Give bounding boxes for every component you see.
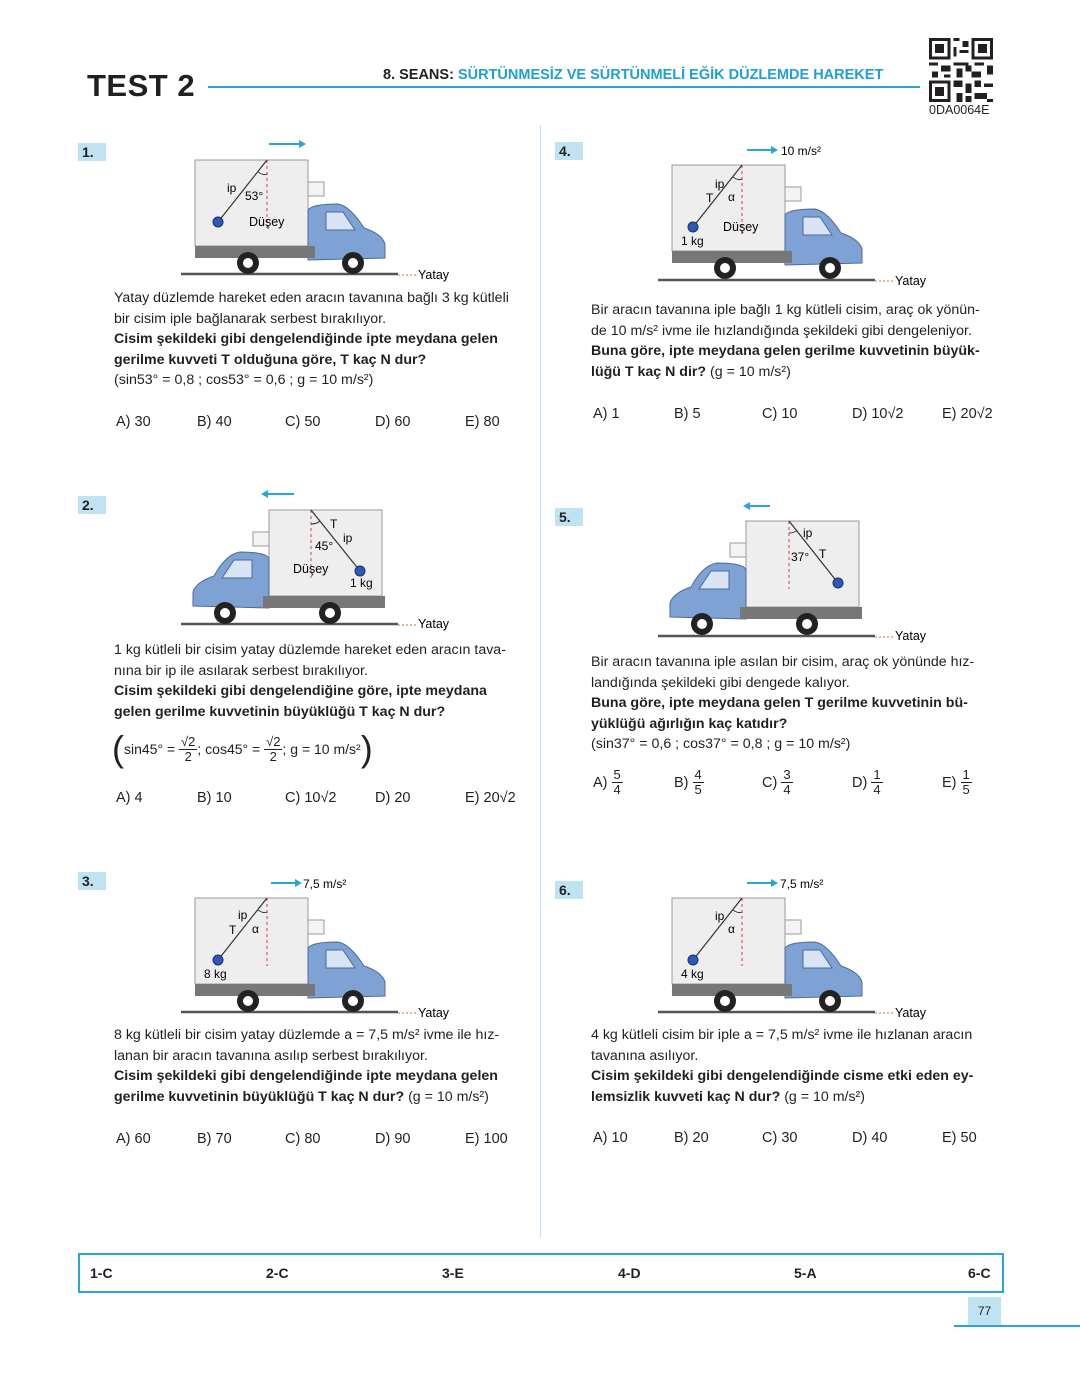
page-number: 77 — [968, 1297, 1001, 1326]
option-e[interactable]: E) 100 — [465, 1131, 508, 1147]
question-1-given: (sin53° = 0,8 ; cos53° = 0,6 ; g = 10 m/s²) — [114, 372, 374, 389]
question-2-bold-1: Cisim şekildeki gibi dengelendiğine göre, ipte meydana — [114, 683, 487, 700]
option-d[interactable]: D) 60 — [375, 414, 411, 430]
mass-label: 4 kg — [681, 967, 704, 981]
answer-1: 1-C — [90, 1265, 113, 1281]
rope-label: ip — [343, 531, 353, 545]
rope-label: ip — [227, 181, 237, 195]
question-4-given: (g = 10 m/s²) — [706, 363, 791, 380]
question-2-line-2: nına bir ip ile asılarak serbest bırakılıyor. — [114, 662, 368, 679]
option-b[interactable]: B) $\frac{4}{5}$ — [674, 767, 702, 797]
question-6-figure — [655, 873, 935, 1023]
question-6-line-1: 4 kg kütleli cisim bir iple a = 7,5 m/s² ivme ile hızlanan aracın — [591, 1027, 973, 1043]
question-6-bold-1: Cisim şekildeki gibi dengelendiğinde cisme etki eden ey- — [591, 1068, 974, 1085]
question-3-text — [114, 1025, 534, 1107]
question-3-bold-1: Cisim şekildeki gibi dengelendiğinde ipte meydana gelen — [114, 1068, 498, 1085]
question-1-text — [114, 288, 534, 391]
question-6-line-2: tavanına asılıyor. — [591, 1047, 699, 1064]
rope-label: ip — [715, 177, 725, 191]
question-6-text — [591, 1025, 1011, 1107]
question-3-line-2: lanan bir aracın tavanına asılıp serbest bırakılıyor. — [114, 1047, 428, 1064]
truck-cab — [193, 552, 269, 608]
question-2-text — [114, 640, 534, 722]
header-rule — [208, 86, 920, 88]
column-divider — [540, 125, 541, 1237]
session-title — [383, 67, 883, 83]
answer-key — [78, 1253, 1004, 1293]
ground-label: Yatay — [418, 617, 450, 631]
tension-label: T — [229, 923, 237, 937]
mass-label: 8 kg — [204, 967, 227, 981]
question-5-line-1: Bir aracın tavanına iple asılan bir cisim, araç ok yönünde hız- — [591, 654, 975, 670]
question-2-given: ( sin45° = $\frac{√2}{2}$ ; cos45° = $\frac{√2}{2}$ ; g = 10 m/s² ) — [112, 728, 373, 769]
answer-2: 2-C — [266, 1265, 289, 1281]
option-c[interactable]: C) 50 — [285, 414, 321, 430]
acceleration-label: 7,5 m/s² — [780, 877, 824, 891]
angle-label: α — [252, 922, 259, 936]
question-5-bold-1: Buna göre, ipte meydana gelen T gerilme kuvvetinin bü- — [591, 695, 968, 712]
question-5-options — [0, 768, 1080, 808]
ground-label: Yatay — [418, 1006, 450, 1020]
ground-label: Yatay — [895, 274, 927, 288]
tension-label: T — [330, 517, 338, 531]
given-sin45: sin45° = — [124, 741, 176, 757]
question-3-given: (g = 10 m/s²) — [404, 1088, 489, 1105]
tension-label: T — [706, 191, 714, 205]
given-g: ; g = 10 m/s² — [282, 741, 361, 757]
question-3-figure — [178, 873, 458, 1023]
hanging-mass — [355, 566, 365, 576]
session-topic: SÜRTÜNMESİZ VE SÜRTÜNMELİ EĞİK DÜZLEMDE HAREKET — [457, 67, 884, 83]
motion-arrow-icon — [261, 490, 268, 498]
option-d[interactable]: D) 40 — [852, 1130, 888, 1146]
question-6-number: 6. — [555, 881, 583, 899]
option-a[interactable]: A) 1 — [593, 406, 620, 422]
question-5-number: 5. — [555, 508, 583, 526]
question-1-bold-2: gerilme kuvveti T olduğuna göre, T kaç N dur? — [114, 351, 427, 368]
angle-label: 37° — [791, 550, 810, 564]
sqrt2-over-2-fraction: $\frac{√2}{2}$ — [266, 733, 281, 764]
option-c[interactable]: C) 10√2 — [285, 790, 337, 806]
answer-3: 3-E — [442, 1265, 464, 1281]
question-4-line-2: de 10 m/s² ivme ile hızlandığında şekildeki gibi dengeleniyor. — [591, 322, 972, 339]
question-1-number: 1. — [78, 143, 106, 161]
rope-label: ip — [238, 908, 248, 922]
vertical-label: Düşey — [249, 215, 285, 229]
question-2-bold-2: gelen gerilme kuvvetinin büyüklüğü T kaç N dur? — [114, 703, 446, 720]
hanging-mass — [213, 217, 223, 227]
ground-label: Yatay — [418, 268, 450, 282]
angle-label: 45° — [315, 539, 334, 553]
rope-label: ip — [715, 909, 725, 923]
motion-arrow-icon — [743, 502, 750, 510]
question-4-number: 4. — [555, 142, 583, 160]
qr-code-icon[interactable] — [929, 38, 993, 102]
option-b[interactable]: B) 10 — [197, 790, 232, 806]
option-c[interactable]: C) 80 — [285, 1131, 321, 1147]
option-b[interactable]: B) 20 — [674, 1130, 709, 1146]
option-d[interactable]: D) 90 — [375, 1131, 411, 1147]
option-a[interactable]: A) 10 — [593, 1130, 628, 1146]
question-1-line-1: Yatay düzlemde hareket eden aracın tavanına bağlı 3 kg kütleli — [114, 290, 509, 306]
angle-label: α — [728, 190, 735, 204]
question-4-bold-2: lüğü T kaç N dir? — [591, 363, 707, 380]
mass-label: 1 kg — [681, 234, 704, 248]
ground-label: Yatay — [895, 1006, 927, 1020]
question-2-figure — [178, 484, 458, 634]
option-e[interactable]: E) 20√2 — [942, 406, 993, 422]
question-3-line-1: 8 kg kütleli bir cisim yatay düzlemde a = 7,5 m/s² ivme ile hız- — [114, 1027, 500, 1043]
question-5-given: (sin37° = 0,6 ; cos37° = 0,8 ; g = 10 m/s²) — [591, 736, 851, 753]
option-c[interactable]: C) 10 — [762, 406, 798, 422]
option-e[interactable]: E) 20√2 — [465, 790, 516, 806]
acceleration-label: 7,5 m/s² — [303, 877, 347, 891]
question-4-line-1: Bir aracın tavanına iple bağlı 1 kg kütleli cisim, araç ok yönün- — [591, 302, 980, 318]
question-2-line-1: 1 kg kütleli bir cisim yatay düzlemde hareket eden aracın tava- — [114, 642, 506, 658]
option-b[interactable]: B) 40 — [197, 414, 232, 430]
question-4-bold-1: Buna göre, ipte meydana gelen gerilme kuvvetinin büyük- — [591, 343, 980, 360]
test-title: TEST 2 — [87, 68, 196, 103]
option-c[interactable]: C) 30 — [762, 1130, 798, 1146]
qr-code-label: 0DA0064E — [929, 103, 990, 117]
ground-label: Yatay — [895, 629, 927, 643]
sqrt2-over-2-fraction: $\frac{√2}{2}$ — [181, 733, 196, 764]
question-5-bold-2: yüklüğü ağırlığın kaç katıdır? — [591, 715, 788, 732]
option-a[interactable]: A) 4 — [116, 790, 143, 806]
option-e[interactable]: E) $\frac{1}{5}$ — [942, 767, 970, 797]
angle-label: α — [728, 922, 735, 936]
answer-4: 4-D — [618, 1265, 641, 1281]
truck-cargo-box — [195, 160, 308, 246]
rope-label: ip — [803, 526, 813, 540]
tension-label: T — [819, 547, 827, 561]
truck-cab — [308, 204, 385, 260]
given-cos45: ; cos45° = — [197, 741, 261, 757]
question-4-text — [591, 300, 1011, 382]
vertical-label: Düşey — [723, 220, 759, 234]
question-3-bold-2: gerilme kuvvetinin büyüklüğü T kaç N dur? — [114, 1088, 405, 1105]
mass-label: 1 kg — [350, 576, 373, 590]
question-1-figure — [178, 136, 453, 286]
option-c[interactable]: C) $\frac{3}{4}$ — [762, 767, 791, 797]
question-2-number: 2. — [78, 496, 106, 514]
option-b[interactable]: B) 70 — [197, 1131, 232, 1147]
question-1-line-2: bir cisim iple bağlanarak serbest bırakılıyor. — [114, 310, 387, 327]
question-4-figure — [655, 140, 935, 290]
option-a[interactable]: A) 30 — [116, 414, 151, 430]
question-5-figure — [655, 495, 935, 645]
angle-label: 53° — [245, 189, 264, 203]
option-d[interactable]: D) 20 — [375, 790, 411, 806]
vertical-label: Düşey — [293, 562, 329, 576]
option-a[interactable]: A) $\frac{5}{4}$ — [593, 767, 621, 797]
page-rule — [954, 1325, 1080, 1327]
question-5-text — [591, 652, 1011, 755]
question-6-given: (g = 10 m/s²) — [780, 1088, 866, 1105]
option-d[interactable]: D) 10√2 — [852, 406, 904, 422]
answer-5: 5-A — [794, 1265, 817, 1281]
acceleration-label: 10 m/s² — [781, 144, 822, 158]
option-a[interactable]: A) 60 — [116, 1131, 151, 1147]
question-5-line-2: landığında şekildeki gibi dengede kalıyor. — [591, 674, 850, 691]
question-6-bold-2: lemsizlik kuvveti kaç N dur? — [591, 1088, 781, 1105]
option-b[interactable]: B) 5 — [674, 406, 701, 422]
question-1-bold-1: Cisim şekildeki gibi dengelendiğinde ipte meydana gelen — [114, 331, 498, 348]
session-prefix: 8. SEANS: — [383, 67, 454, 83]
answer-6: 6-C — [968, 1265, 991, 1281]
option-e[interactable]: E) 80 — [465, 414, 500, 430]
option-d[interactable]: D) $\frac{1}{4}$ — [852, 767, 881, 797]
option-e[interactable]: E) 50 — [942, 1130, 977, 1146]
question-3-number: 3. — [78, 872, 106, 890]
